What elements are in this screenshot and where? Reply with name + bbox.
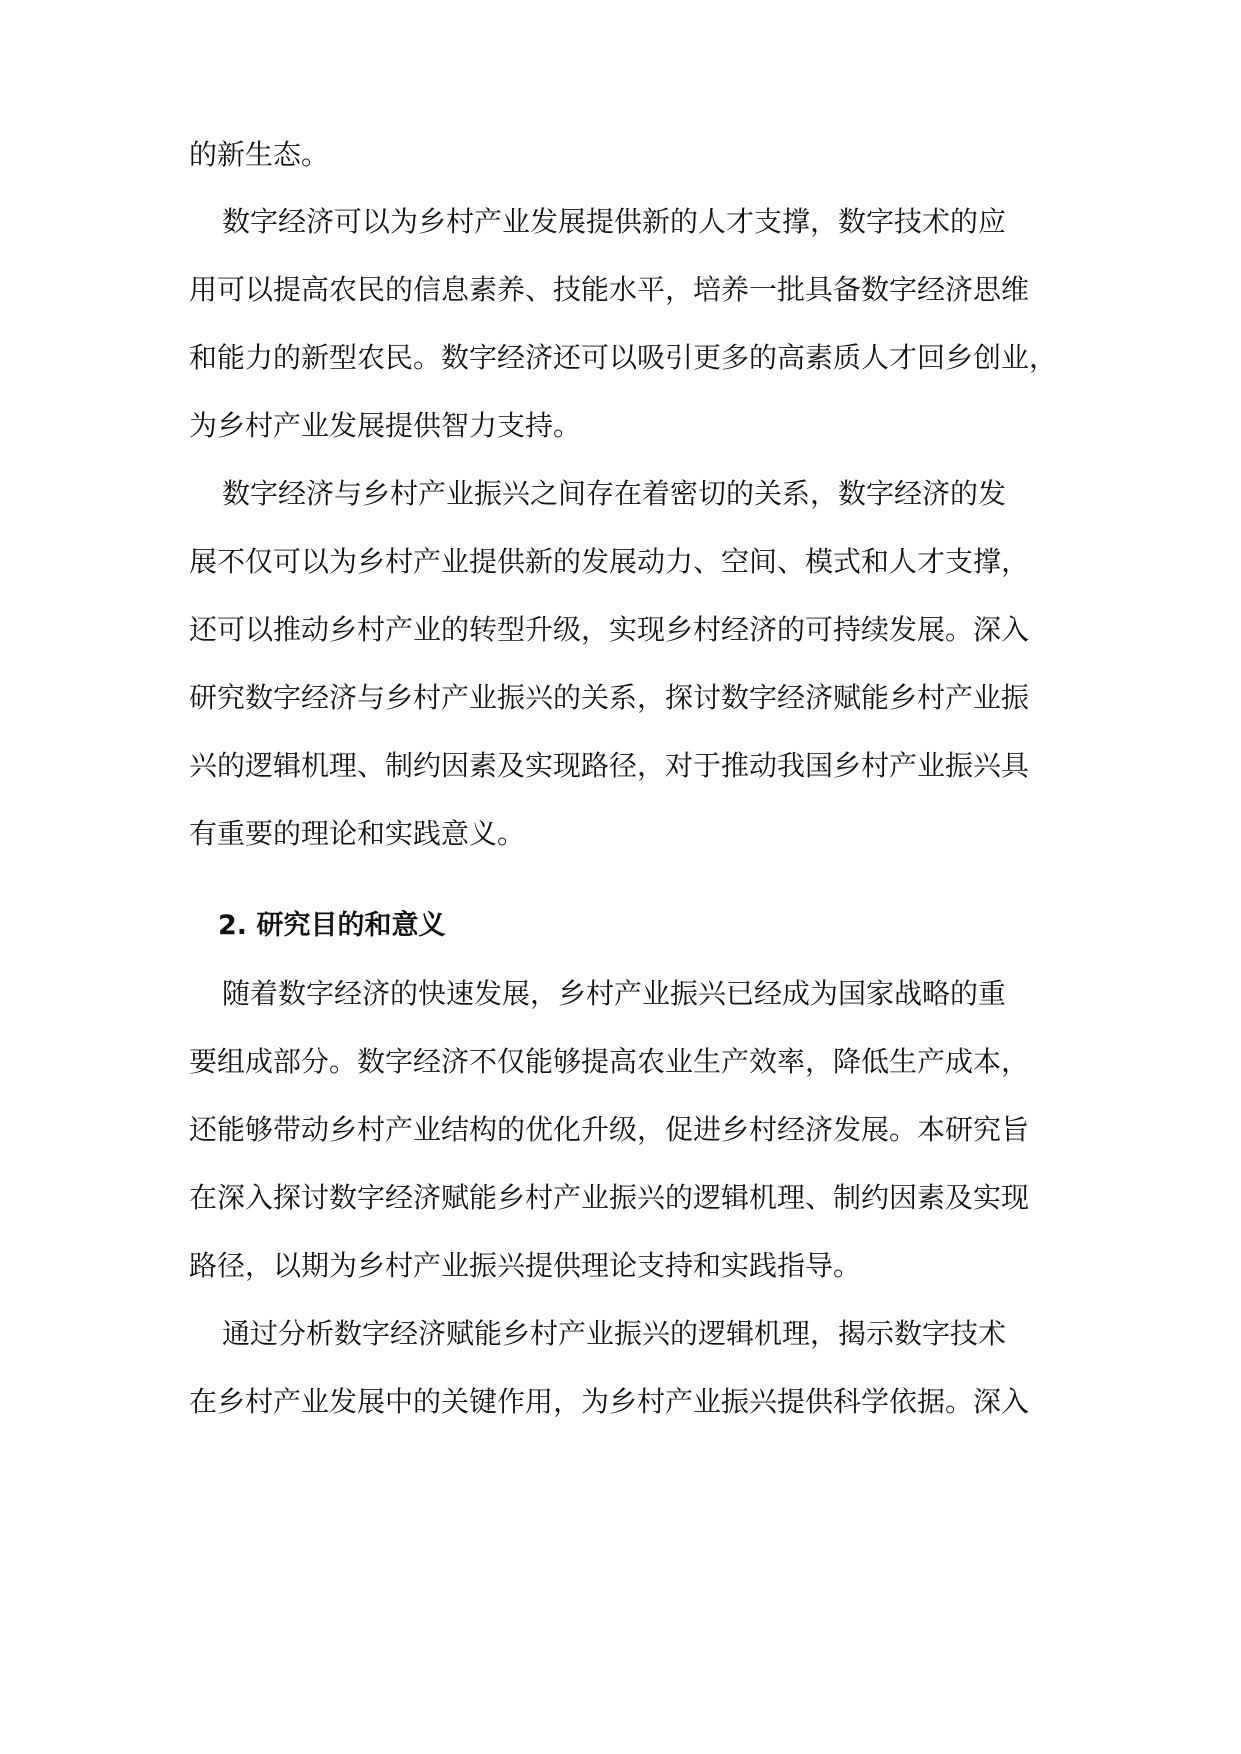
paragraph-line: 研究数字经济与乡村产业振兴的关系，探讨数字经济赋能乡村产业振 bbox=[189, 681, 1030, 714]
paragraph-line: 还可以推动乡村产业的转型升级，实现乡村经济的可持续发展。深入 bbox=[189, 613, 1030, 646]
paragraph-line: 兴的逻辑机理、制约因素及实现路径，对于推动我国乡村产业振兴具 bbox=[189, 749, 1030, 782]
paragraph-line: 用可以提高农民的信息素养、技能水平，培养一批具备数字经济思维 bbox=[189, 273, 1030, 306]
paragraph-line: 在深入探讨数字经济赋能乡村产业振兴的逻辑机理、制约因素及实现 bbox=[189, 1181, 1030, 1214]
paragraph-line: 随着数字经济的快速发展，乡村产业振兴已经成为国家战略的重 bbox=[222, 977, 1007, 1010]
paragraph-line: 数字经济可以为乡村产业发展提供新的人才支撑，数字技术的应 bbox=[222, 205, 1007, 238]
paragraph-line: 的新生态。 bbox=[189, 138, 330, 171]
paragraph-line: 还能够带动乡村产业结构的优化升级，促进乡村经济发展。本研究旨 bbox=[189, 1113, 1030, 1146]
paragraph-line: 为乡村产业发展提供智力支持。 bbox=[189, 409, 582, 442]
paragraph-line: 在乡村产业发展中的关键作用，为乡村产业振兴提供科学依据。深入 bbox=[189, 1385, 1030, 1418]
paragraph-line: 要组成部分。数字经济不仅能够提高农业生产效率，降低生产成本， bbox=[189, 1045, 1030, 1078]
paragraph-line: 数字经济与乡村产业振兴之间存在着密切的关系，数字经济的发 bbox=[222, 477, 1007, 510]
paragraph-line: 有重要的理论和实践意义。 bbox=[189, 817, 526, 850]
paragraph-line: 和能力的新型农民。数字经济还可以吸引更多的高素质人才回乡创业， bbox=[189, 341, 1058, 374]
paragraph-line: 展不仅可以为乡村产业提供新的发展动力、空间、模式和人才支撑， bbox=[189, 545, 1030, 578]
section-heading: 2. 研究目的和意义 bbox=[218, 910, 446, 941]
paragraph-line: 通过分析数字经济赋能乡村产业振兴的逻辑机理，揭示数字技术 bbox=[222, 1317, 1007, 1350]
paragraph-line: 路径，以期为乡村产业振兴提供理论支持和实践指导。 bbox=[189, 1249, 862, 1282]
